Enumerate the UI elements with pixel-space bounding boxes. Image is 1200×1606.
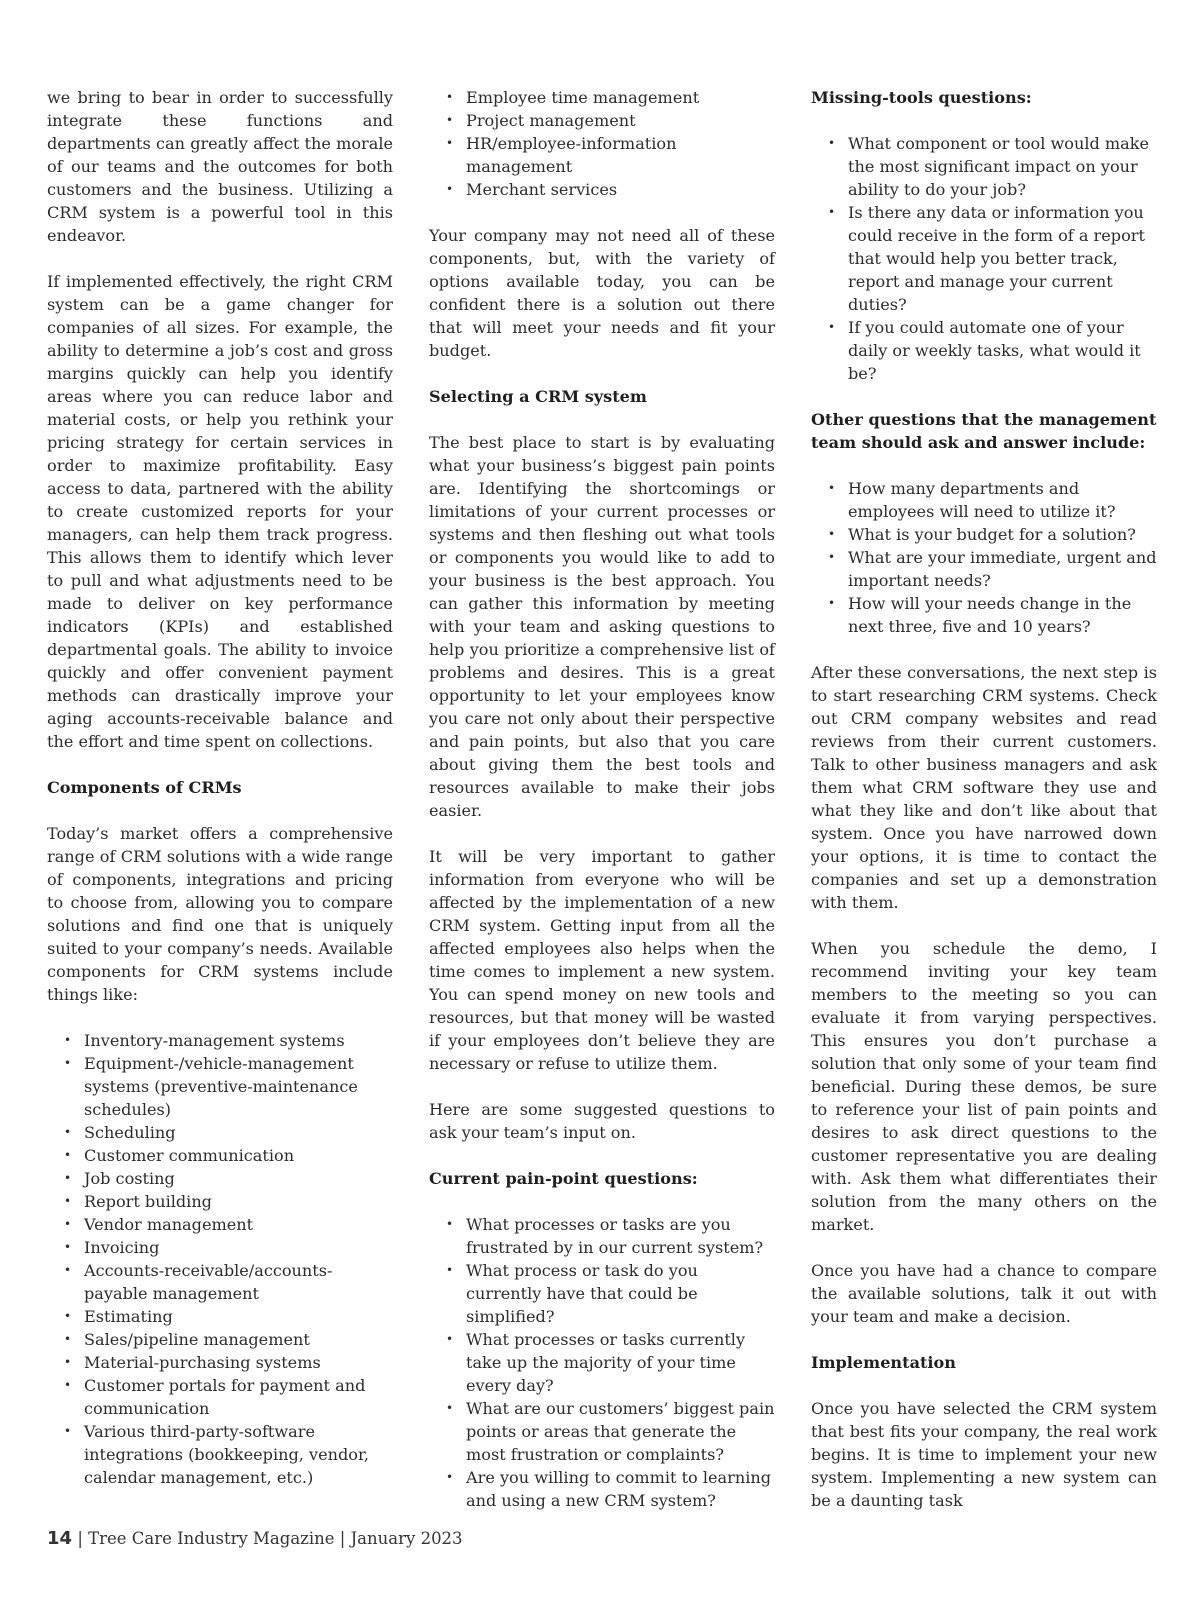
footer-publication: | Tree Care Industry Magazine | January 2023 [77, 1529, 463, 1548]
list-item: • What is your budget for a solution? [848, 523, 1157, 546]
section-heading: Missing-tools questions: [811, 88, 1032, 107]
list-item: • Vendor management [84, 1213, 393, 1236]
paragraph: Today’s market offers a comprehensive range of CRM solutions with a wide range of components, integrations and pricing to choose from, allowing you to compare solutions and find one that is uniquely suited to your company’s needs. Available components for CRM systems include things like: [47, 824, 393, 1004]
list-item: • How will your needs change in the next three, five and 10 years? [848, 592, 1157, 638]
pain-point-questions-list [429, 1213, 775, 1512]
list-item: • Job costing [84, 1167, 393, 1190]
list-item: • Customer portals for payment and communication [84, 1374, 393, 1420]
list-item: • Estimating [84, 1305, 393, 1328]
missing-tools-questions-list [811, 132, 1157, 385]
paragraph: we bring to bear in order to successfully integrate these functions and departments can greatly affect the morale of our teams and the outcomes for both customers and the business. Utilizing a CRM system is a powerful tool in this endeavor. [47, 88, 393, 245]
paragraph: Here are some suggested questions to ask your team’s input on. [429, 1100, 775, 1142]
list-item: • What are your immediate, urgent and important needs? [848, 546, 1157, 592]
paragraph: After these conversations, the next step is to start researching CRM systems. Check out CRM company websites and read reviews from their current customers. Talk to other business managers and ask them what CRM software they use and what they like and don’t like about that system. Once you have narrowed down your options, it is time to contact the companies and set up a demonstration with them. [811, 663, 1157, 912]
paragraph: Once you have had a chance to compare the available solutions, talk it out with your team and make a decision. [811, 1261, 1157, 1326]
components-list-continued [429, 86, 775, 201]
list-item: • How many departments and employees will need to utilize it? [848, 477, 1157, 523]
list-item: • Invoicing [84, 1236, 393, 1259]
list-item: • Equipment-/vehicle-management systems (preventive-maintenance schedules) [84, 1052, 393, 1121]
page-number: 14 [47, 1528, 73, 1549]
section-heading: Components of CRMs [47, 778, 242, 797]
management-questions-list [811, 477, 1157, 638]
list-item: • If you could automate one of your daily or weekly tasks, what would it be? [848, 316, 1157, 385]
list-item: • Are you willing to commit to learning and using a new CRM system? [466, 1466, 775, 1512]
list-item: • Various third-party-software integrations (bookkeeping, vendor, calendar management, etc.) [84, 1420, 393, 1489]
list-item: • Accounts-receivable/accounts-payable management [84, 1259, 393, 1305]
list-item: • Inventory-management systems [84, 1029, 393, 1052]
list-item: • What process or task do you currently have that could be simplified? [466, 1259, 775, 1328]
list-item: • Report building [84, 1190, 393, 1213]
list-item: • What processes or tasks currently take up the majority of your time every day? [466, 1328, 775, 1397]
list-item: • Merchant services [466, 178, 775, 201]
paragraph: Once you have selected the CRM system that best fits your company, the real work begins. It is time to implement your new system. Implementing a new system can be a daunting task [811, 1399, 1157, 1510]
paragraph: It will be very important to gather information from everyone who will be affected by the implementation of a new CRM system. Getting input from all the affected employees also helps when the time comes to implement a new system. You can spend money on new tools and resources, but that money will be wasted if your employees don’t believe they are necessary or refuse to utilize them. [429, 847, 775, 1073]
column-1 [47, 86, 393, 1512]
list-item: • Project management [466, 109, 775, 132]
paragraph: If implemented effectively, the right CRM system can be a game changer for companies of all sizes. For example, the ability to determine a job’s cost and gross margins quickly can help you identify areas where you can reduce labor and material costs, or help you rethink your pricing strategy for certain services in order to maximize profitability. Easy access to data, partnered with the ability to create customized reports for your managers, can help them track progress. This allows them to identify which lever to pull and what adjustments need to be made to deliver on key performance indicators (KPIs) and established departmental goals. The ability to invoice quickly and offer convenient payment methods can drastically improve your aging accounts-receivable balance and the effort and time spent on collections. [47, 272, 393, 751]
list-item: • Employee time management [466, 86, 775, 109]
list-item: • Scheduling [84, 1121, 393, 1144]
list-item: • What component or tool would make the most significant impact on your ability to do your job? [848, 132, 1157, 201]
paragraph: When you schedule the demo, I recommend inviting your key team members to the meeting so you can evaluate it from varying perspectives. This ensures you don’t purchase a solution that only some of your team find beneficial. During these demos, be sure to reference your list of pain points and desires to ask direct questions to the customer representative you are dealing with. Ask them what differentiates their solution from the many others on the market. [811, 939, 1157, 1234]
paragraph: Your company may not need all of these components, but, with the variety of options available today, you can be confident there is a solution out there that will meet your needs and fit your budget. [429, 226, 775, 360]
components-list [47, 1029, 393, 1489]
section-heading: Selecting a CRM system [429, 387, 647, 406]
list-item: • What processes or tasks are you frustrated by in our current system? [466, 1213, 775, 1259]
list-item: • HR/employee-information management [466, 132, 775, 178]
column-2 [429, 86, 775, 1535]
list-item: • Material-purchasing systems [84, 1351, 393, 1374]
section-heading: Implementation [811, 1353, 956, 1372]
list-item: • Is there any data or information you could receive in the form of a report that would help you better track, report and manage your current duties? [848, 201, 1157, 316]
paragraph: The best place to start is by evaluating what your business’s biggest pain points are. Identifying the shortcomings or limitations of your current processes or systems and then fleshing out what tools or components you would like to add to your business is the best approach. You can gather this information by meeting with your team and asking questions to help you prioritize a comprehensive list of problems and desires. This is a great opportunity to let your employees know you care not only about their perspective and pain points, but also that you care about giving them the best tools and resources available to make their jobs easier. [429, 433, 775, 820]
column-3 [811, 86, 1157, 1535]
list-item: • Customer communication [84, 1144, 393, 1167]
list-item: • What are our customers’ biggest pain points or areas that generate the most frustration or complaints? [466, 1397, 775, 1466]
list-item: • Sales/pipeline management [84, 1328, 393, 1351]
section-heading: Current pain-point questions: [429, 1169, 698, 1188]
section-heading: Other questions that the management team should ask and answer include: [811, 410, 1157, 452]
page-footer [47, 1528, 463, 1549]
